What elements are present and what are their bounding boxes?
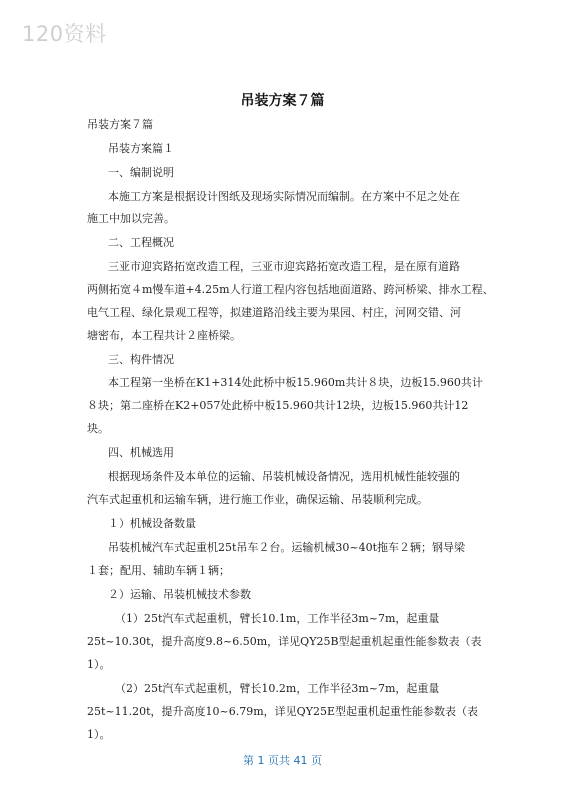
- text-line: 1）。: [87, 728, 111, 741]
- text-line: 两侧拓宽４m慢车道+4.25m人行道工程内容包括地面道路、跨河桥梁、排水工程、: [87, 283, 494, 296]
- subsection-heading: １）机械设备数量: [108, 517, 196, 530]
- text-line: 25t~11.20t，提升高度10~6.79m，详见QY25E型起重机起重性能参数表（表: [87, 705, 478, 718]
- text-line: 施工中加以完善。: [87, 212, 175, 225]
- text-line: 塘密布，本工程共计２座桥梁。: [87, 329, 241, 342]
- text-line: 吊装机械汽车式起重机25t吊车２台。运输机械30~40t拖车２辆；钢导梁: [108, 541, 466, 554]
- text-line: ８块；第二座桥在K2+057处此桥中板15.960共计12块，边板15.960共计12: [87, 399, 469, 412]
- document-title: 吊装方案７篇: [240, 93, 325, 109]
- text-line: 根据现场条件及本单位的运输、吊装机械设备情况，选用机械性能较强的: [108, 470, 460, 483]
- section-heading: 一、编制说明: [108, 166, 174, 179]
- watermark-logo: 120资料: [22, 22, 107, 46]
- text-line: 块。: [87, 422, 109, 435]
- text-line: 吊装方案７篇: [87, 118, 153, 131]
- text-line: 1）。: [87, 658, 111, 671]
- subsection-heading: ２）运输、吊装机械技术参数: [108, 588, 251, 601]
- section-heading: 二、工程概况: [108, 236, 174, 249]
- text-line: 本施工方案是根据设计图纸及现场实际情况而编制。在方案中不足之处在: [108, 190, 460, 203]
- text-line: （2）25t汽车式起重机，臂长10.2m，工作半径3m~7m，起重量: [115, 682, 440, 695]
- text-line: 25t~10.30t，提升高度9.8~6.50m，详见QY25B型起重机起重性能参数表（表: [87, 635, 482, 648]
- section-heading: 四、机械选用: [108, 446, 174, 459]
- text-line: 本工程第一坐桥在K1+314处此桥中板15.960m共计８块，边板15.960共计: [108, 376, 483, 389]
- text-line: 电气工程、绿化景观工程等，拟建道路沿线主要为果园、村庄，河网交错、河: [87, 306, 461, 319]
- text-line: （1）25t汽车式起重机，臂长10.1m，工作半径3m~7m，起重量: [115, 612, 440, 625]
- text-line: 汽车式起重机和运输车辆，进行施工作业，确保运输、吊装顺利完成。: [87, 493, 428, 506]
- section-heading: 三、构件情况: [108, 353, 174, 366]
- page-footer: 第 1 页共 41 页: [243, 754, 322, 767]
- text-line: 吊装方案篇１: [108, 142, 174, 155]
- text-line: 三亚市迎宾路拓宽改造工程，三亚市迎宾路拓宽改造工程，是在原有道路: [108, 260, 460, 273]
- text-line: １套；配用、辅助车辆１辆；: [87, 564, 230, 577]
